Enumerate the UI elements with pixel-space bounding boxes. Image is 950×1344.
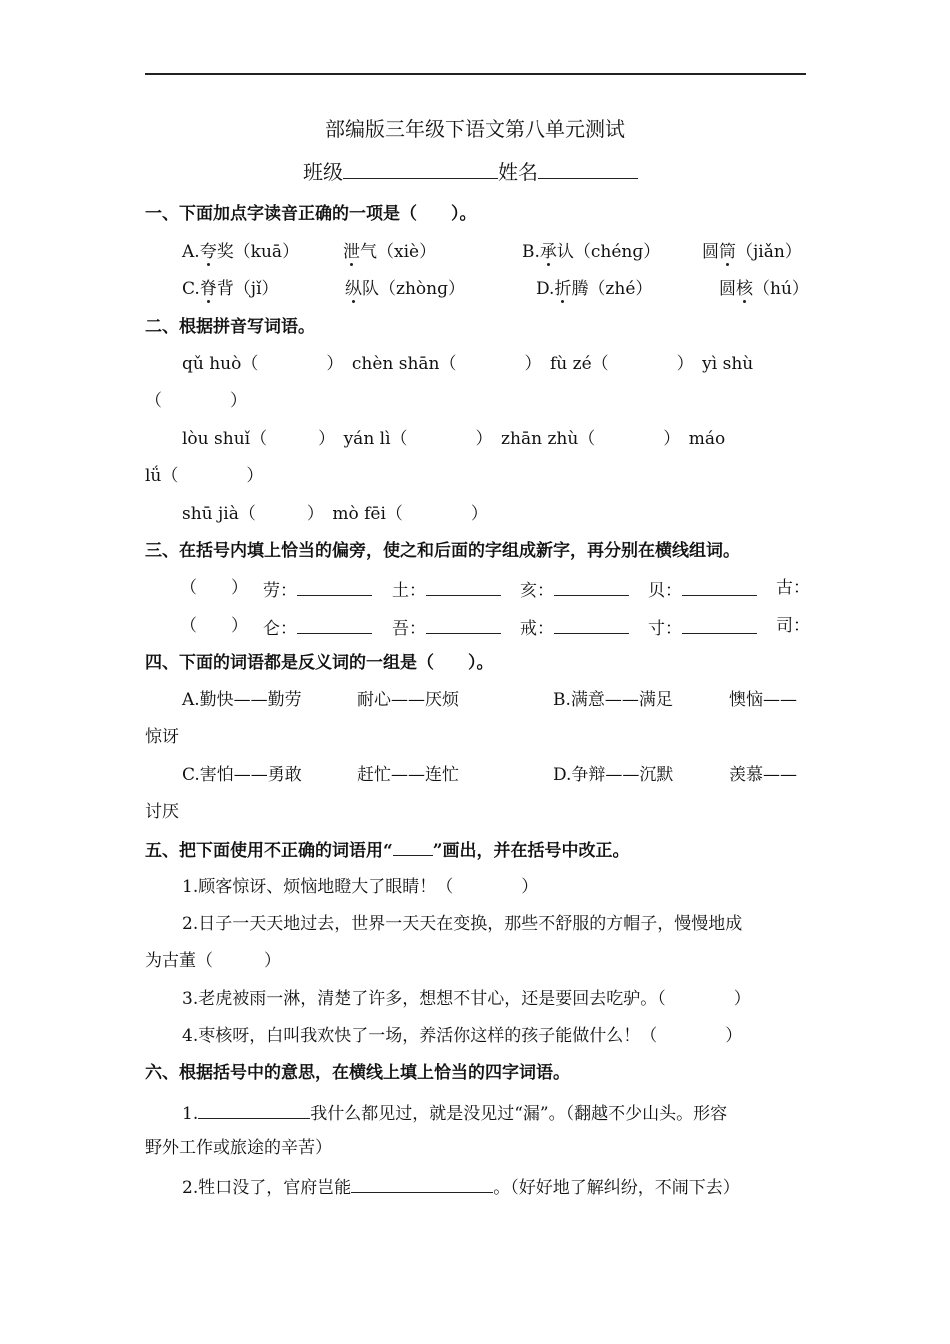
q4-option-c1: C.害怕——勇敢 xyxy=(182,765,302,785)
q3-row1-item2: 土： xyxy=(392,577,501,602)
q3-row2-item5: 司： xyxy=(776,616,810,636)
q2-heading: 二、根据拼音写词语。 xyxy=(145,317,315,337)
q4-option-d2-cont: 讨厌 xyxy=(145,802,179,822)
q3-row1-item5: 古： xyxy=(776,578,810,598)
q2-line2: lòu shuǐ（ ） yán lì（ ） zhān zhù（ ） máo xyxy=(182,429,726,449)
q3-heading: 三、在括号内填上恰当的偏旁，使之和后面的字组成新字，再分别在横线组词。 xyxy=(145,541,740,561)
q5-item1: 1.顾客惊讶、烦恼地瞪大了眼睛！（ ） xyxy=(182,877,539,897)
q1-heading: 一、下面加点字读音正确的一项是（ ）。 xyxy=(145,204,477,224)
q6-item1: 1. 我什么都见过，就是没见过“漏”。（翻越不少山头。形容 xyxy=(182,1100,727,1125)
q6-item1-blank[interactable] xyxy=(198,1100,310,1119)
q6-item1-cont: 野外工作或旅途的辛苦） xyxy=(145,1138,332,1158)
q3-row2-paren: （ ） xyxy=(180,616,248,636)
q4-option-b2-cont: 惊讶 xyxy=(145,727,179,747)
q4-option-c2: 赶忙——连忙 xyxy=(357,765,459,785)
q1-option-a2: 泄气（xiè） xyxy=(343,242,437,262)
q5-item3: 3.老虎被雨一淋，清楚了许多，想想不甘心，还是要回去吃驴。（ ） xyxy=(182,989,751,1009)
q5-heading: 五、把下面使用不正确的词语用“ ”画出，并在括号中改正。 xyxy=(145,841,630,861)
q1-option-b2: 圆筒（jiǎn） xyxy=(702,242,802,262)
q1-option-d2: 圆核（hú） xyxy=(719,279,809,299)
q1-option-b1: B.承认（chénɡ） xyxy=(522,242,661,262)
q1-option-d1: D.折腾（zhé） xyxy=(536,279,653,299)
q3-row1-item1: 劳： xyxy=(263,577,372,602)
q4-option-d2: 羡慕—— xyxy=(729,765,797,785)
q1-option-c2: 纵队（zhònɡ） xyxy=(345,279,465,299)
q2-line2-cont: lǘ（ ） xyxy=(145,466,264,486)
q2-line1-cont: （ ） xyxy=(145,391,247,411)
student-info xyxy=(303,159,638,185)
q3-row2-item4: 寸： xyxy=(648,615,757,640)
q6-item2: 2.牲口没了，官府岂能 。（好好地了解纠纷，不闹下去） xyxy=(182,1174,740,1199)
q5-item2-cont: 为古董（ ） xyxy=(145,951,281,971)
name-field[interactable] xyxy=(538,160,638,179)
q2-line3: shū jià（ ） mò fēi（ ） xyxy=(182,504,488,524)
q4-option-a1: A.勤快——勤劳 xyxy=(182,690,302,710)
q4-option-a2: 耐心——厌烦 xyxy=(357,690,459,710)
q4-option-b2: 懊恼—— xyxy=(729,690,797,710)
q3-row2-item3: 戒： xyxy=(520,615,629,640)
q3-row1-item3: 亥： xyxy=(520,577,629,602)
q3-row2-item1: 仑： xyxy=(263,615,372,640)
class-field[interactable] xyxy=(343,160,498,179)
q5-item2: 2.日子一天天地过去，世界一天天在变换，那些不舒服的方帽子，慢慢地成 xyxy=(182,914,743,934)
class-label: 班级 xyxy=(303,160,343,184)
q3-row2-item2: 吾： xyxy=(392,615,501,640)
q3-row1-item4: 贝： xyxy=(648,577,757,602)
q2-line1: qǔ huò（ ） chèn shān（ ） fù zé（ ） yì shù xyxy=(182,354,754,374)
q6-item2-blank[interactable] xyxy=(351,1174,493,1193)
q4-option-b1: B.满意——满足 xyxy=(553,690,673,710)
name-label: 姓名 xyxy=(498,160,538,184)
q4-heading: 四、下面的词语都是反义词的一组是（ ）。 xyxy=(145,653,494,673)
q6-heading: 六、根据括号中的意思，在横线上填上恰当的四字词语。 xyxy=(145,1063,570,1083)
q4-option-d1: D.争辩——沉默 xyxy=(553,765,674,785)
q1-option-a1: A.夸奖（kuā） xyxy=(182,242,300,262)
q3-row1-paren: （ ） xyxy=(180,578,248,598)
q5-item4: 4.枣核呀，白叫我欢快了一场，养活你这样的孩子能做什么！（ ） xyxy=(182,1026,743,1046)
page-title: 部编版三年级下语文第八单元测试 xyxy=(325,117,625,141)
top-rule xyxy=(145,73,806,75)
q1-option-c1: C.脊背（jǐ） xyxy=(182,279,279,299)
